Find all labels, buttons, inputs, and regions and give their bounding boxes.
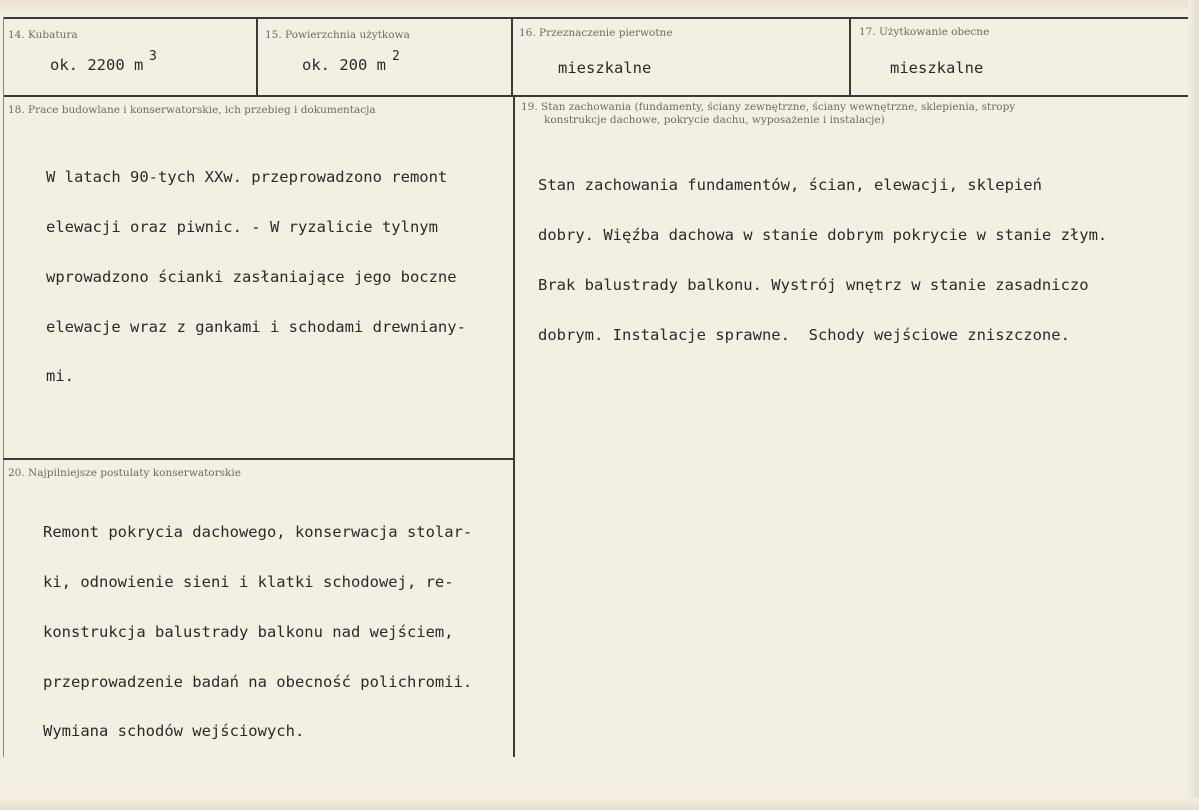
text-line: Brak balustrady balkonu. Wystrój wnętrz w stanie zasadniczo: [538, 275, 1089, 294]
kubatura-unit-exponent: 3: [149, 49, 157, 64]
text-line: mi.: [46, 367, 74, 386]
divider-14-15: [256, 19, 258, 95]
prace-budowlane-label: 18. Prace budowlane i konserwatorskie, ich przebieg i dokumentacja: [8, 104, 376, 116]
left-rule: [3, 17, 4, 757]
text-line: dobry. Więźba dachowa w stanie dobrym pokrycie w stanie złym.: [538, 225, 1108, 244]
row1-bottom-rule: [3, 95, 1189, 97]
text-line: Stan zachowania fundamentów, ścian, elewacji, sklepień: [538, 176, 1042, 195]
prace-budowlane-text: [46, 136, 466, 418]
postulaty-label: 20. Najpilniejsze postulaty konserwatorskie: [8, 467, 241, 479]
text-line: Remont pokrycia dachowego, konserwacja stolar-: [43, 523, 473, 542]
text-line: W latach 90-tych XXw. przeprowadzono remont: [46, 168, 448, 187]
uzytkowanie-label: 17. Użytkowanie obecne: [859, 26, 990, 38]
powierzchnia-value: ok. 200 m: [302, 56, 386, 74]
kubatura-label: 14. Kubatura: [8, 29, 78, 41]
card-right-edge: [1188, 0, 1199, 810]
top-rule: [3, 17, 1189, 19]
text-line: konstrukcja balustrady balkonu nad wejściem,: [43, 622, 454, 641]
divider-15-16: [511, 19, 513, 95]
text-line: elewacje wraz z gankami i schodami drewniany-: [46, 317, 466, 336]
powierzchnia-unit-exponent: 2: [392, 49, 400, 64]
stan-zachowania-label-line1: 19. Stan zachowania (fundamenty, ściany zewnętrzne, ściany wewnętrzne, sklepienia, stropy: [521, 101, 1016, 113]
przeznaczenie-value: mieszkalne: [558, 59, 652, 77]
text-line: ki, odnowienie sieni i klatki schodowej, re-: [43, 572, 454, 591]
stan-zachowania-text: [538, 144, 1107, 376]
text-line: dobrym. Instalacje sprawne. Schody wejściowe zniszczone.: [538, 325, 1070, 344]
postulaty-text: [43, 491, 472, 773]
card-top-edge: [0, 0, 1199, 16]
text-line: przeprowadzenie badań na obecność polichromii.: [43, 672, 473, 691]
divider-18-19: [513, 97, 515, 757]
divider-16-17: [849, 19, 851, 95]
card-bottom-edge: [0, 798, 1199, 810]
uzytkowanie-value: mieszkalne: [890, 59, 984, 77]
text-line: elewacji oraz piwnic. - W ryzalicie tylnym: [46, 217, 438, 236]
kubatura-value: ok. 2200 m: [50, 56, 144, 74]
stan-zachowania-label-line2: konstrukcje dachowe, pokrycie dachu, wyposażenie i instalacje): [544, 114, 885, 126]
text-line: wprowadzono ścianki zasłaniające jego boczne: [46, 267, 457, 286]
przeznaczenie-label: 16. Przeznaczenie pierwotne: [519, 27, 673, 39]
divider-18-20: [3, 458, 513, 460]
powierzchnia-label: 15. Powierzchnia użytkowa: [265, 29, 410, 41]
text-line: Wymiana schodów wejściowych.: [43, 722, 305, 741]
